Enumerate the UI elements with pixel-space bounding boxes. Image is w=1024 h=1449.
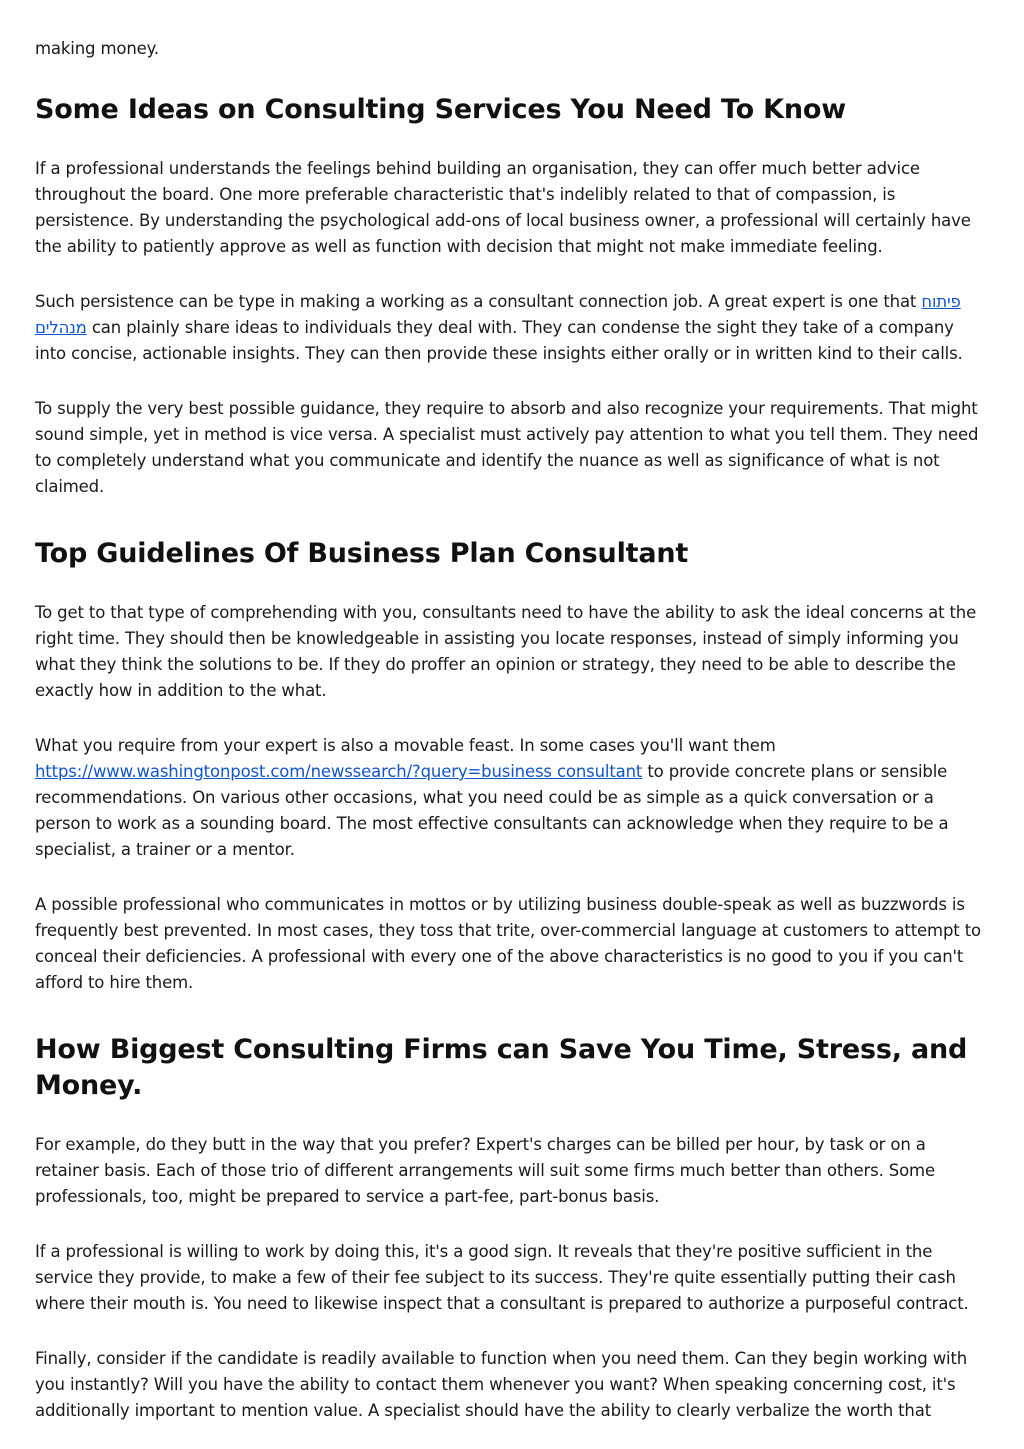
paragraph-text: What you require from your expert is also a movable feast. In some cases you'll want them bbox=[35, 736, 776, 755]
paragraph-with-link bbox=[35, 289, 988, 367]
paragraph: Finally, consider if the candidate is readily available to function when you need them. Can they begin working with you instantly? Will you have the ability to contact them whenever you want? When speaking concerning cost, it's additionally important to mention value. A specialist should have the ability to clearly verbalize the worth that bbox=[35, 1349, 968, 1420]
paragraph: If a professional understands the feelings behind building an organisation, they can offer much better advice throughout the board. One more preferable characteristic that's indelibly related to that of compassion, is persistence. By understanding the psychological add-ons of local business owner, a professional will certainly have the ability to patiently approve as well as function with decision that might not make immediate feeling. bbox=[35, 159, 971, 256]
paragraph-with-link bbox=[35, 733, 988, 863]
section-heading: Top Guidelines Of Business Plan Consultant bbox=[35, 538, 689, 569]
paragraph-text: Such persistence can be type in making a working as a consultant connection job. A great expert is one that bbox=[35, 292, 922, 311]
paragraph: A possible professional who communicates in mottos or by utilizing business double-speak as well as buzzwords is frequently best prevented. In most cases, they toss that trite, over-commercial language at customers to attempt to conceal their deficiencies. A professional with every one of the above characteristics is no good to you if you can't afford to hire them. bbox=[35, 895, 981, 992]
section-consulting-services bbox=[35, 92, 988, 500]
paragraph: If a professional is willing to work by doing this, it's a good sign. It reveals that they're positive sufficient in the service they provide, to make a few of their fee subject to its success. They're quite essentially putting their cash where their mouth is. You need to likewise inspect that a consultant is prepared to authorize a purposeful contract. bbox=[35, 1242, 969, 1313]
section-business-plan-consultant bbox=[35, 536, 988, 996]
paragraph-text: to provide concrete plans or sensible recommendations. On various other occasions, what you need could be as simple as a quick conversation or a person to work as a sounding board. The most effective consultants can acknowledge when they require to be a specialist, a trainer or a mentor. bbox=[35, 762, 949, 859]
paragraph: To supply the very best possible guidance, they require to absorb and also recognize your requirements. That might sound simple, yet in method is vice versa. A specialist must actively pay attention to what you tell them. They need to completely understand what you communicate and identify the nuance as well as significance of what is not claimed. bbox=[35, 399, 979, 496]
washingtonpost-link[interactable]: https://www.washingtonpost.com/newssearch/?query=business consultant bbox=[35, 762, 643, 781]
paragraph: For example, do they butt in the way that you prefer? Expert's charges can be billed per hour, by task or on a retainer basis. Each of those trio of different arrangements will suit some firms much better than others. Some professionals, too, might be prepared to service a part-fee, part-bonus basis. bbox=[35, 1135, 935, 1206]
section-biggest-consulting-firms bbox=[35, 1032, 988, 1424]
section-heading: Some Ideas on Consulting Services You Need To Know bbox=[35, 94, 846, 125]
intro-fragment: making money. bbox=[35, 39, 159, 58]
paragraph-text: can plainly share ideas to individuals they deal with. They can condense the sight they take of a company into concise, actionable insights. They can then provide these insights either orally or in written kind to their calls. bbox=[35, 318, 963, 363]
hebrew-link[interactable]: פיתוח מנהלים bbox=[35, 292, 961, 337]
paragraph: To get to that type of comprehending with you, consultants need to have the ability to ask the ideal concerns at the right time. They should then be knowledgeable in assisting you locate responses, instead of simply informing you what they think the solutions to be. If they do proffer an opinion or strategy, they need to be able to describe the exactly how in addition to the what. bbox=[35, 603, 977, 700]
section-heading: How Biggest Consulting Firms can Save You Time, Stress, and Money. bbox=[35, 1034, 968, 1101]
